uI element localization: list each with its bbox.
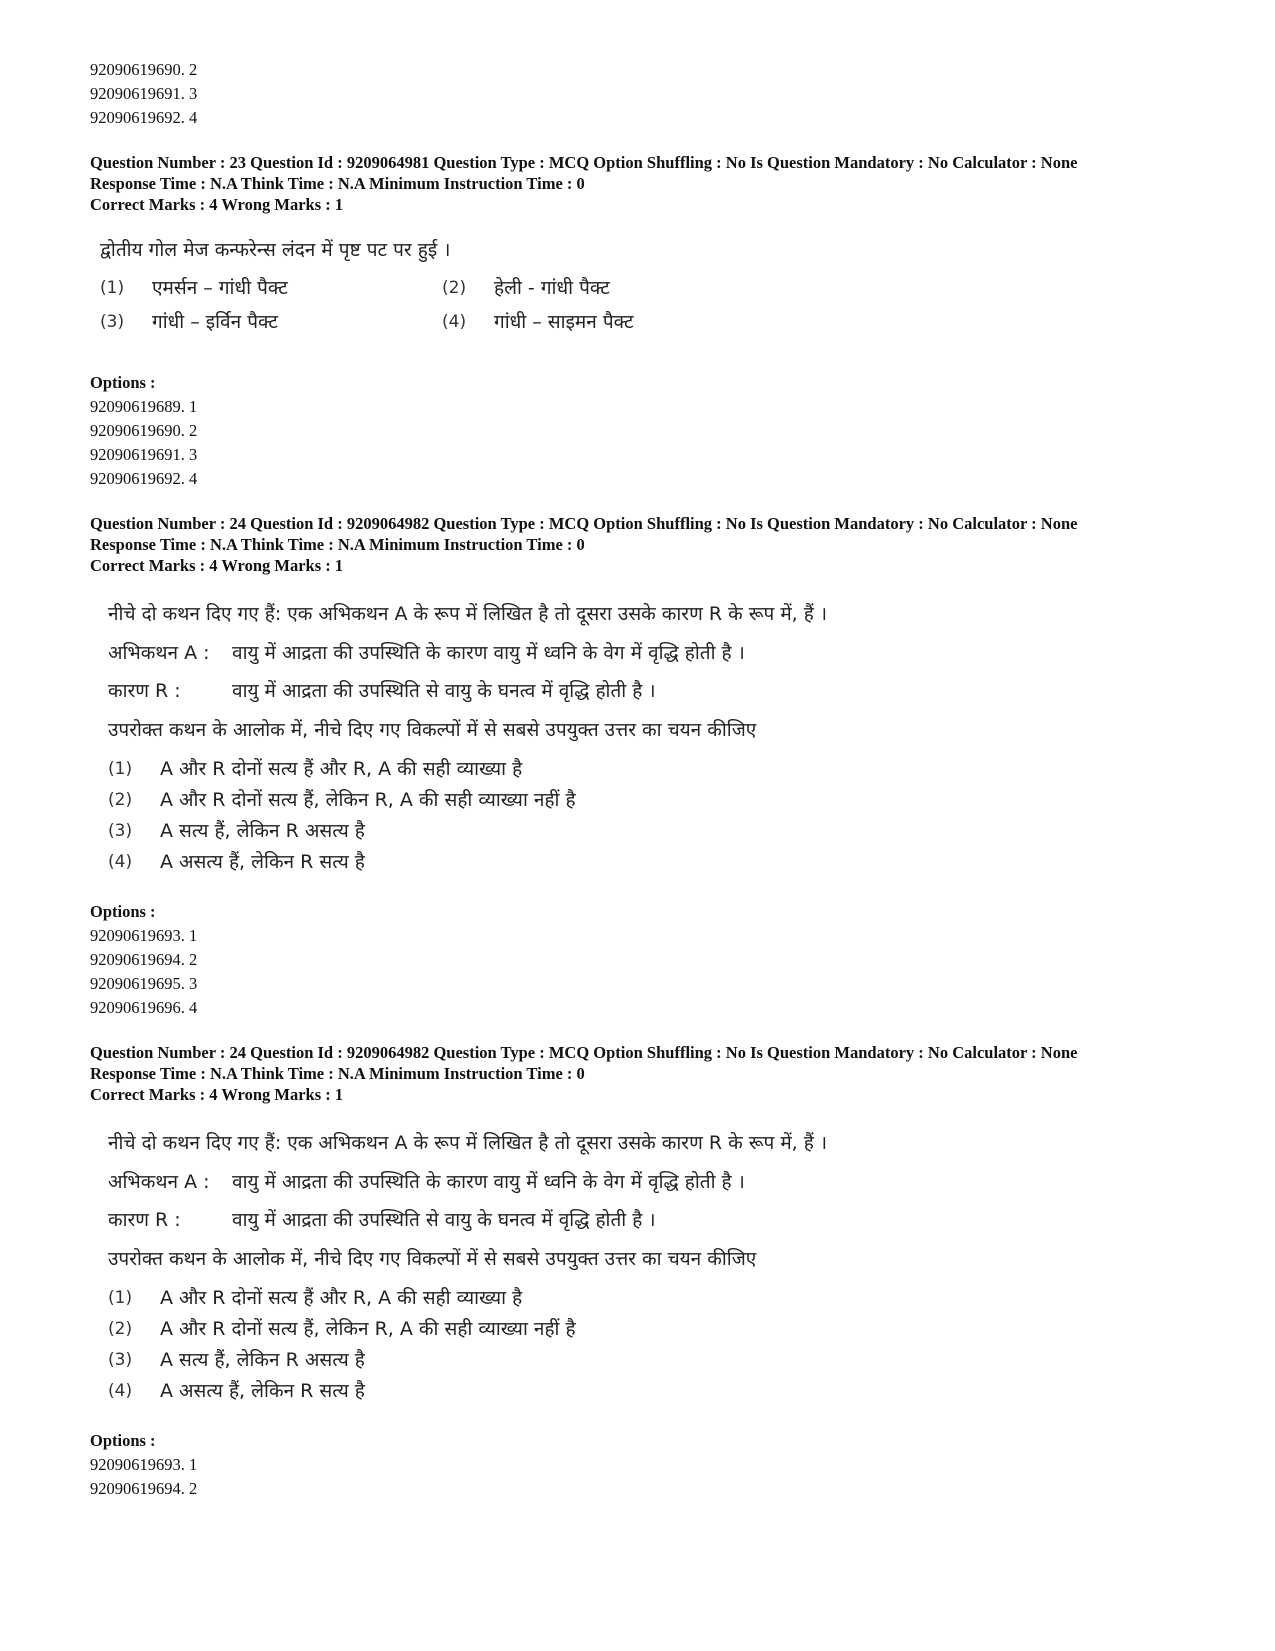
question-meta [90,513,1210,576]
reason-row [108,1201,1210,1239]
choice-row [108,847,1210,878]
choice-text: गांधी – इर्विन पैक्ट [152,311,278,333]
options-list [90,1429,1210,1501]
choice-row [108,1283,1210,1314]
question-block-24 [90,513,1210,1020]
option-id-line: 92090619692. 4 [90,469,198,488]
question-marks: Correct Marks : 4 Wrong Marks : 1 [90,1085,344,1104]
choice-row [108,1376,1210,1407]
question-meta-line-2: Response Time : N.A Think Time : N.A Minimum Instruction Time : 0 [90,1064,585,1083]
choice-number: (2) [442,278,467,298]
question-content [108,1123,1210,1407]
choice-number: (3) [108,1350,133,1370]
question-meta-line-1: Question Number : 24 Question Id : 9209064982 Question Type : MCQ Option Shuffling : No Is Question Mandatory : No Calculator : None [90,1043,1078,1062]
choice-text: A असत्य हैं, लेकिन R सत्य है [160,851,365,873]
options-list [90,900,1210,1020]
question-prompt: उपरोक्त कथन के आलोक में, नीचे दिए गए विकल्पों में से सबसे उपयुक्त उत्तर का चयन कीजिए [108,1248,757,1270]
choice-number: (2) [108,790,133,810]
choice-text: A और R दोनों सत्य हैं और R, A की सही व्याख्या है [160,1287,523,1309]
question-meta-line-1: Question Number : 23 Question Id : 9209064981 Question Type : MCQ Option Shuffling : No Is Question Mandatory : No Calculator : None [90,153,1078,172]
choice-text: A और R दोनों सत्य हैं, लेकिन R, A की सही व्याख्या नहीं है [160,1318,576,1340]
reason-text: वायु में आद्रता की उपस्थिति से वायु के घनत्व में वृद्धि होती है । [232,680,656,702]
choice-text: A और R दोनों सत्य हैं, लेकिन R, A की सही व्याख्या नहीं है [160,789,576,811]
option-id-line: 92090619690. 2 [90,60,198,79]
question-meta [90,152,1210,215]
choice-row [108,1314,1210,1345]
option-id-line: 92090619695. 3 [90,974,198,993]
reason-row [108,672,1210,710]
choice-number: (1) [100,278,125,298]
choice-row [108,785,1210,816]
reason-label: कारण R : [108,680,181,702]
option-id-line: 92090619693. 1 [90,926,198,945]
choice-text: एमर्सन – गांधी पैक्ट [152,277,288,299]
assertion-label: अभिकथन A : [108,1171,210,1193]
choice-grid [100,273,1210,337]
choice-row [108,816,1210,847]
choice-number: (4) [108,1381,133,1401]
options-heading: Options : [90,1431,156,1450]
option-id-line: 92090619693. 1 [90,1455,198,1474]
document-page [90,58,1210,1501]
question-prompt: उपरोक्त कथन के आलोक में, नीचे दिए गए विकल्पों में से सबसे उपयुक्त उत्तर का चयन कीजिए [108,719,757,741]
reason-label: कारण R : [108,1209,181,1231]
question-marks: Correct Marks : 4 Wrong Marks : 1 [90,556,344,575]
option-id-line: 92090619694. 2 [90,1479,198,1498]
option-id-line: 92090619694. 2 [90,950,198,969]
previous-options [90,58,1210,130]
choice-text: A सत्य हैं, लेकिन R असत्य है [160,820,365,842]
choice-text: A और R दोनों सत्य हैं और R, A की सही व्याख्या है [160,758,523,780]
choice-row [108,1345,1210,1376]
choice-number: (1) [108,759,133,779]
choice-text: हेली - गांधी पैक्ट [494,277,610,299]
choice-text: A सत्य हैं, लेकिन R असत्य है [160,1349,365,1371]
question-text: द्वोतीय गोल मेज कन्फरेन्स लंदन में पृष्ट पट पर हुई । [100,239,451,261]
choice-row [108,754,1210,785]
choice-list [108,1283,1210,1407]
choice-text: A असत्य हैं, लेकिन R सत्य है [160,1380,365,1402]
assertion-label: अभिकथन A : [108,642,210,664]
question-meta-line-2: Response Time : N.A Think Time : N.A Minimum Instruction Time : 0 [90,535,585,554]
choice-number: (4) [108,852,133,872]
options-list [90,371,1210,491]
question-content [100,233,1210,337]
question-content [108,594,1210,878]
question-meta [90,1042,1210,1105]
option-id-line: 92090619691. 3 [90,84,198,103]
choice-number: (2) [108,1319,133,1339]
reason-text: वायु में आद्रता की उपस्थिति से वायु के घनत्व में वृद्धि होती है । [232,1209,656,1231]
option-id-line: 92090619689. 1 [90,397,198,416]
option-id-line: 92090619696. 4 [90,998,198,1017]
assertion-text: वायु में आद्रता की उपस्थिति के कारण वायु में ध्वनि के वेग में वृद्धि होती है । [232,642,745,664]
question-block-24-repeat [90,1042,1210,1501]
question-marks: Correct Marks : 4 Wrong Marks : 1 [90,195,344,214]
options-heading: Options : [90,373,156,392]
option-id-line: 92090619692. 4 [90,108,198,127]
choice-text: गांधी – साइमन पैक्ट [494,311,634,333]
choice-list [108,754,1210,878]
choice-number: (3) [108,821,133,841]
assertion-row [108,634,1210,672]
choice-number: (1) [108,1288,133,1308]
choice-number: (4) [442,312,467,332]
question-meta-line-1: Question Number : 24 Question Id : 9209064982 Question Type : MCQ Option Shuffling : No Is Question Mandatory : No Calculator : None [90,514,1078,533]
question-intro: नीचे दो कथन दिए गए हैं: एक अभिकथन A के रूप में लिखित है तो दूसरा उसके कारण R के रूप में, हैं । [108,603,828,625]
options-heading: Options : [90,902,156,921]
option-id-line: 92090619691. 3 [90,445,198,464]
assertion-text: वायु में आद्रता की उपस्थिति के कारण वायु में ध्वनि के वेग में वृद्धि होती है । [232,1171,745,1193]
assertion-row [108,1163,1210,1201]
question-intro: नीचे दो कथन दिए गए हैं: एक अभिकथन A के रूप में लिखित है तो दूसरा उसके कारण R के रूप में, हैं । [108,1132,828,1154]
question-block-23 [90,152,1210,491]
choice-number: (3) [100,312,125,332]
option-id-line: 92090619690. 2 [90,421,198,440]
question-meta-line-2: Response Time : N.A Think Time : N.A Minimum Instruction Time : 0 [90,174,585,193]
